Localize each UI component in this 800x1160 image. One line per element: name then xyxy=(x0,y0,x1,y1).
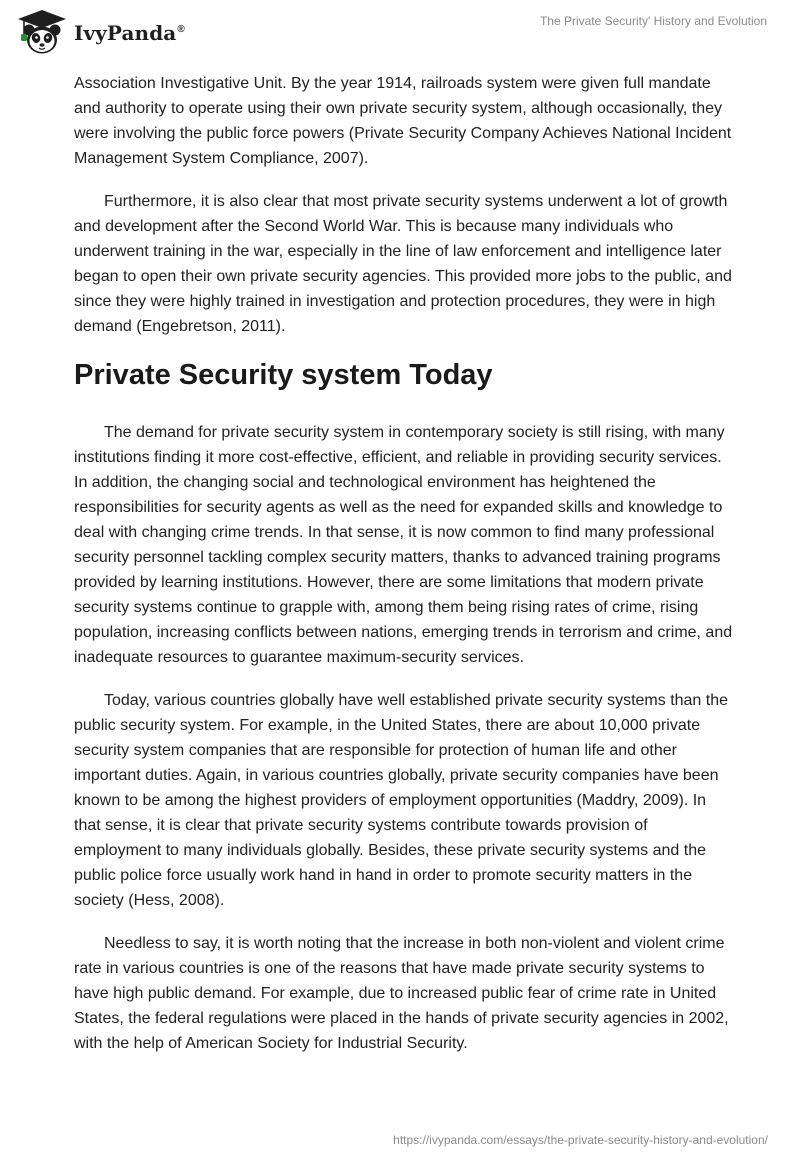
brand-name xyxy=(74,21,185,45)
essay-body xyxy=(74,71,734,1074)
brand-text: IvyPanda xyxy=(74,21,177,45)
paragraph: The demand for private security system in contemporary society is still rising, with many institutions finding it more cost-effective, efficient, and reliable in providing security services. In addition, the changing social and technological environment has heightened the responsibilities for security agents as well as the need for expanded skills and knowledge to deal with changing crime trends. In that sense, it is now common to find many professional security personnel tackling complex security matters, thanks to advanced training programs provided by learning institutions. However, there are some limitations that modern private security systems continue to grapple with, among them being rising rates of crime, rising population, increasing conflicts between nations, emerging trends in terrorism and crime, and inadequate resources to guarantee maximum-security services. xyxy=(74,424,733,666)
paragraph: Furthermore, it is also clear that most private security systems underwent a lot of growth and development after the Second World War. This is because many individuals who underwent training in the war, especially in the line of law enforcement and intelligence later began to open their own private security agencies. This provided more jobs to the public, and since they were highly trained in investigation and protection procedures, they were in high demand (Engebretson, 2011). xyxy=(74,193,732,335)
section-heading: Private Security system Today xyxy=(74,359,493,391)
paragraph: Needless to say, it is worth noting that the increase in both non-violent and violent crime rate in various countries is one of the reasons that have made private security systems to have high public demand. For example, due to increased public fear of crime rate in United States, the federal regulations were placed in the hands of private security agencies in 2002, with the help of American Society for Industrial Security. xyxy=(74,935,729,1052)
paragraph: Association Investigative Unit. By the year 1914, railroads system were given full mandate and authority to operate using their own private security system, although occasionally, they were involving the public force powers (Private Security Company Achieves National Incident Management System Compliance, 2007). xyxy=(74,75,732,167)
source-url[interactable]: https://ivypanda.com/essays/the-private-security-history-and-evolution/ xyxy=(393,1133,768,1147)
page-header xyxy=(0,0,800,64)
document-title: The Private Security' History and Evolution xyxy=(539,14,767,28)
ivypanda-logo[interactable] xyxy=(16,8,185,56)
paragraph: Today, various countries globally have well established private security systems than the public security system. For example, in the United States, there are about 10,000 private security system companies that are responsible for protection of human life and other important duties. Again, in various countries globally, private security companies have been known to be among the highest providers of employment opportunities (Maddry, 2009). In that sense, it is clear that private security systems contribute towards provision of employment to many individuals globally. Besides, these private security systems and the public police force usually work hand in hand in order to promote security matters in the society (Hess, 2008). xyxy=(74,692,729,909)
registered-mark: ® xyxy=(177,24,185,35)
panda-graduation-cap-icon xyxy=(16,8,68,56)
